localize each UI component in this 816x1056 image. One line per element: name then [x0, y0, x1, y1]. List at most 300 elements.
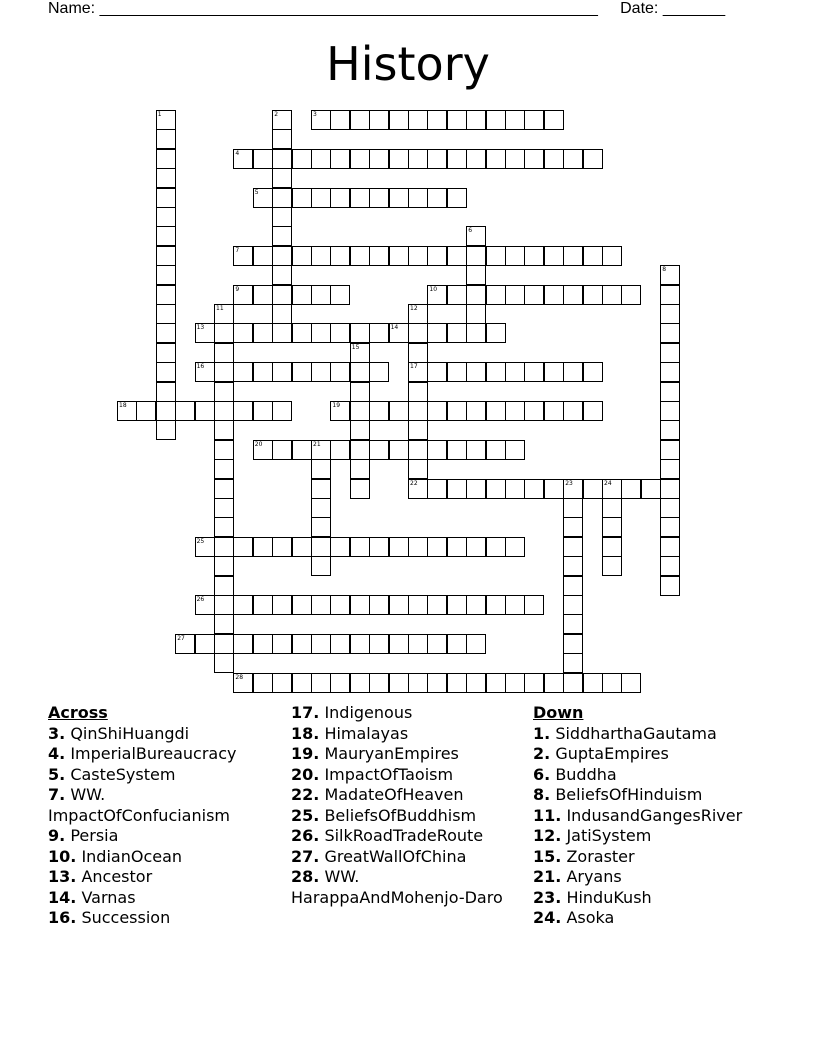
- crossword-cell[interactable]: [156, 304, 176, 324]
- crossword-cell[interactable]: [447, 188, 467, 208]
- crossword-cell[interactable]: [214, 634, 234, 654]
- crossword-cell[interactable]: [524, 362, 544, 382]
- crossword-cell[interactable]: [505, 362, 525, 382]
- crossword-cell[interactable]: [544, 110, 564, 130]
- crossword-cell[interactable]: [602, 537, 622, 557]
- crossword-cell[interactable]: [486, 246, 506, 266]
- crossword-cell[interactable]: [621, 673, 641, 693]
- crossword-cell[interactable]: [330, 149, 350, 169]
- crossword-cell[interactable]: [253, 149, 273, 169]
- crossword-cell[interactable]: [408, 343, 428, 363]
- crossword-cell[interactable]: [408, 188, 428, 208]
- crossword-cell[interactable]: [233, 149, 253, 169]
- crossword-cell[interactable]: [214, 576, 234, 596]
- crossword-cell[interactable]: [544, 673, 564, 693]
- crossword-cell[interactable]: [156, 226, 176, 246]
- crossword-cell[interactable]: [466, 226, 486, 246]
- crossword-cell[interactable]: [272, 537, 292, 557]
- crossword-cell[interactable]: [427, 188, 447, 208]
- crossword-cell[interactable]: [524, 285, 544, 305]
- crossword-cell[interactable]: [505, 246, 525, 266]
- crossword-cell[interactable]: [505, 479, 525, 499]
- crossword-cell[interactable]: [466, 634, 486, 654]
- crossword-cell[interactable]: [156, 168, 176, 188]
- crossword-cell[interactable]: [272, 265, 292, 285]
- crossword-cell[interactable]: [563, 246, 583, 266]
- crossword-cell[interactable]: [253, 246, 273, 266]
- crossword-cell[interactable]: [486, 401, 506, 421]
- crossword-cell[interactable]: [350, 634, 370, 654]
- crossword-cell[interactable]: [660, 401, 680, 421]
- crossword-cell[interactable]: [486, 440, 506, 460]
- crossword-cell[interactable]: [292, 285, 312, 305]
- crossword-cell[interactable]: [350, 440, 370, 460]
- crossword-cell[interactable]: [505, 401, 525, 421]
- crossword-cell[interactable]: [330, 595, 350, 615]
- crossword-cell[interactable]: [544, 246, 564, 266]
- crossword-cell[interactable]: [272, 168, 292, 188]
- crossword-cell[interactable]: [466, 304, 486, 324]
- crossword-cell[interactable]: [330, 188, 350, 208]
- crossword-cell[interactable]: [369, 401, 389, 421]
- crossword-cell[interactable]: [156, 323, 176, 343]
- name-blank[interactable]: ________________________________________________________: [99, 0, 598, 17]
- crossword-cell[interactable]: [408, 323, 428, 343]
- crossword-cell[interactable]: [253, 537, 273, 557]
- crossword-cell[interactable]: [660, 343, 680, 363]
- crossword-cell[interactable]: [195, 595, 215, 615]
- crossword-cell[interactable]: [524, 479, 544, 499]
- crossword-cell[interactable]: [272, 673, 292, 693]
- crossword-cell[interactable]: [156, 401, 176, 421]
- crossword-cell[interactable]: [447, 110, 467, 130]
- crossword-cell[interactable]: [311, 246, 331, 266]
- crossword-cell[interactable]: [563, 517, 583, 537]
- crossword-cell[interactable]: [292, 595, 312, 615]
- crossword-cell[interactable]: [389, 188, 409, 208]
- crossword-cell[interactable]: [350, 595, 370, 615]
- crossword-cell[interactable]: [350, 188, 370, 208]
- crossword-cell[interactable]: [214, 498, 234, 518]
- crossword-cell[interactable]: [602, 517, 622, 537]
- crossword-cell[interactable]: [233, 246, 253, 266]
- crossword-cell[interactable]: [427, 595, 447, 615]
- crossword-cell[interactable]: [195, 323, 215, 343]
- crossword-cell[interactable]: [466, 673, 486, 693]
- crossword-cell[interactable]: [408, 479, 428, 499]
- crossword-cell[interactable]: [214, 614, 234, 634]
- crossword-cell[interactable]: [156, 343, 176, 363]
- crossword-cell[interactable]: [369, 246, 389, 266]
- crossword-cell[interactable]: [311, 673, 331, 693]
- crossword-cell[interactable]: [602, 246, 622, 266]
- crossword-cell[interactable]: [583, 285, 603, 305]
- crossword-cell[interactable]: [311, 285, 331, 305]
- crossword-cell[interactable]: [660, 498, 680, 518]
- crossword-cell[interactable]: [466, 440, 486, 460]
- crossword-cell[interactable]: [233, 634, 253, 654]
- crossword-cell[interactable]: [253, 188, 273, 208]
- crossword-cell[interactable]: [621, 285, 641, 305]
- crossword-cell[interactable]: [408, 149, 428, 169]
- crossword-cell[interactable]: [621, 479, 641, 499]
- crossword-cell[interactable]: [389, 149, 409, 169]
- crossword-cell[interactable]: [563, 634, 583, 654]
- crossword-cell[interactable]: [292, 673, 312, 693]
- crossword-cell[interactable]: [389, 246, 409, 266]
- crossword-cell[interactable]: [330, 362, 350, 382]
- crossword-cell[interactable]: [544, 479, 564, 499]
- crossword-cell[interactable]: [427, 401, 447, 421]
- crossword-cell[interactable]: [486, 479, 506, 499]
- crossword-cell[interactable]: [447, 285, 467, 305]
- crossword-cell[interactable]: [292, 634, 312, 654]
- crossword-cell[interactable]: [660, 304, 680, 324]
- crossword-cell[interactable]: [389, 634, 409, 654]
- crossword-cell[interactable]: [214, 362, 234, 382]
- crossword-cell[interactable]: [466, 285, 486, 305]
- crossword-cell[interactable]: [427, 246, 447, 266]
- crossword-cell[interactable]: [486, 537, 506, 557]
- crossword-cell[interactable]: [524, 246, 544, 266]
- crossword-cell[interactable]: [447, 149, 467, 169]
- crossword-cell[interactable]: [427, 440, 447, 460]
- crossword-cell[interactable]: [583, 673, 603, 693]
- crossword-cell[interactable]: [447, 401, 467, 421]
- crossword-cell[interactable]: [272, 226, 292, 246]
- crossword-cell[interactable]: [602, 285, 622, 305]
- crossword-cell[interactable]: [563, 556, 583, 576]
- crossword-cell[interactable]: [505, 595, 525, 615]
- crossword-cell[interactable]: [524, 110, 544, 130]
- crossword-cell[interactable]: [350, 537, 370, 557]
- crossword-cell[interactable]: [350, 323, 370, 343]
- crossword-cell[interactable]: [447, 634, 467, 654]
- crossword-cell[interactable]: [292, 362, 312, 382]
- crossword-cell[interactable]: [253, 285, 273, 305]
- crossword-cell[interactable]: [563, 285, 583, 305]
- crossword-cell[interactable]: [660, 517, 680, 537]
- crossword-cell[interactable]: [253, 440, 273, 460]
- crossword-cell[interactable]: [505, 285, 525, 305]
- crossword-cell[interactable]: [214, 440, 234, 460]
- crossword-cell[interactable]: [389, 595, 409, 615]
- crossword-cell[interactable]: [350, 343, 370, 363]
- crossword-cell[interactable]: [486, 149, 506, 169]
- crossword-cell[interactable]: [427, 149, 447, 169]
- crossword-cell[interactable]: [524, 149, 544, 169]
- crossword-cell[interactable]: [408, 401, 428, 421]
- crossword-cell[interactable]: [311, 479, 331, 499]
- crossword-cell[interactable]: [311, 362, 331, 382]
- crossword-cell[interactable]: [272, 285, 292, 305]
- crossword-cell[interactable]: [156, 207, 176, 227]
- crossword-cell[interactable]: [408, 382, 428, 402]
- crossword-cell[interactable]: [156, 265, 176, 285]
- crossword-cell[interactable]: [330, 246, 350, 266]
- crossword-cell[interactable]: [563, 653, 583, 673]
- crossword-cell[interactable]: [272, 129, 292, 149]
- crossword-cell[interactable]: [350, 149, 370, 169]
- crossword-cell[interactable]: [214, 323, 234, 343]
- crossword-cell[interactable]: [486, 595, 506, 615]
- crossword-cell[interactable]: [524, 595, 544, 615]
- crossword-cell[interactable]: [292, 537, 312, 557]
- crossword-cell[interactable]: [447, 323, 467, 343]
- crossword-cell[interactable]: [389, 110, 409, 130]
- crossword-cell[interactable]: [583, 362, 603, 382]
- crossword-cell[interactable]: [272, 207, 292, 227]
- crossword-cell[interactable]: [660, 459, 680, 479]
- crossword-cell[interactable]: [486, 110, 506, 130]
- crossword-cell[interactable]: [272, 440, 292, 460]
- crossword-cell[interactable]: [214, 420, 234, 440]
- crossword-cell[interactable]: [505, 440, 525, 460]
- crossword-cell[interactable]: [369, 110, 389, 130]
- crossword-cell[interactable]: [369, 188, 389, 208]
- crossword-cell[interactable]: [156, 420, 176, 440]
- crossword-cell[interactable]: [389, 673, 409, 693]
- crossword-cell[interactable]: [311, 517, 331, 537]
- crossword-cell[interactable]: [350, 479, 370, 499]
- crossword-cell[interactable]: [136, 401, 156, 421]
- crossword-cell[interactable]: [311, 595, 331, 615]
- crossword-cell[interactable]: [330, 673, 350, 693]
- crossword-cell[interactable]: [389, 440, 409, 460]
- crossword-cell[interactable]: [156, 362, 176, 382]
- crossword-cell[interactable]: [408, 304, 428, 324]
- crossword-cell[interactable]: [660, 440, 680, 460]
- crossword-cell[interactable]: [447, 479, 467, 499]
- crossword-cell[interactable]: [233, 595, 253, 615]
- crossword-cell[interactable]: [486, 362, 506, 382]
- crossword-cell[interactable]: [214, 479, 234, 499]
- crossword-cell[interactable]: [330, 537, 350, 557]
- crossword-cell[interactable]: [660, 479, 680, 499]
- crossword-cell[interactable]: [563, 673, 583, 693]
- crossword-cell[interactable]: [486, 285, 506, 305]
- crossword-cell[interactable]: [583, 479, 603, 499]
- crossword-cell[interactable]: [563, 362, 583, 382]
- crossword-cell[interactable]: [253, 634, 273, 654]
- crossword-cell[interactable]: [330, 285, 350, 305]
- date-blank[interactable]: _______: [662, 0, 726, 17]
- crossword-cell[interactable]: [214, 343, 234, 363]
- crossword-cell[interactable]: [292, 149, 312, 169]
- crossword-cell[interactable]: [233, 401, 253, 421]
- crossword-cell[interactable]: [544, 149, 564, 169]
- crossword-cell[interactable]: [156, 188, 176, 208]
- crossword-cell[interactable]: [195, 401, 215, 421]
- crossword-cell[interactable]: [602, 673, 622, 693]
- crossword-cell[interactable]: [505, 149, 525, 169]
- crossword-cell[interactable]: [660, 285, 680, 305]
- crossword-cell[interactable]: [466, 323, 486, 343]
- crossword-cell[interactable]: [253, 323, 273, 343]
- crossword-cell[interactable]: [369, 595, 389, 615]
- crossword-cell[interactable]: [447, 537, 467, 557]
- crossword-cell[interactable]: [311, 440, 331, 460]
- crossword-cell[interactable]: [408, 110, 428, 130]
- crossword-cell[interactable]: [524, 401, 544, 421]
- crossword-cell[interactable]: [505, 673, 525, 693]
- crossword-cell[interactable]: [369, 673, 389, 693]
- crossword-cell[interactable]: [660, 537, 680, 557]
- crossword-cell[interactable]: [195, 634, 215, 654]
- crossword-cell[interactable]: [466, 401, 486, 421]
- crossword-cell[interactable]: [427, 537, 447, 557]
- crossword-cell[interactable]: [544, 285, 564, 305]
- crossword-cell[interactable]: [253, 401, 273, 421]
- crossword-cell[interactable]: [660, 420, 680, 440]
- crossword-cell[interactable]: [466, 362, 486, 382]
- crossword-cell[interactable]: [408, 362, 428, 382]
- crossword-cell[interactable]: [272, 304, 292, 324]
- crossword-cell[interactable]: [311, 323, 331, 343]
- crossword-cell[interactable]: [350, 673, 370, 693]
- crossword-cell[interactable]: [272, 401, 292, 421]
- crossword-cell[interactable]: [233, 673, 253, 693]
- crossword-cell[interactable]: [156, 149, 176, 169]
- crossword-cell[interactable]: [214, 595, 234, 615]
- crossword-cell[interactable]: [369, 440, 389, 460]
- crossword-cell[interactable]: [292, 188, 312, 208]
- crossword-cell[interactable]: [311, 537, 331, 557]
- crossword-cell[interactable]: [466, 537, 486, 557]
- crossword-cell[interactable]: [292, 440, 312, 460]
- crossword-cell[interactable]: [156, 110, 176, 130]
- crossword-cell[interactable]: [389, 323, 409, 343]
- crossword-cell[interactable]: [602, 556, 622, 576]
- crossword-cell[interactable]: [389, 537, 409, 557]
- crossword-cell[interactable]: [350, 401, 370, 421]
- crossword-cell[interactable]: [330, 440, 350, 460]
- crossword-cell[interactable]: [563, 149, 583, 169]
- crossword-cell[interactable]: [427, 323, 447, 343]
- crossword-cell[interactable]: [311, 149, 331, 169]
- crossword-cell[interactable]: [524, 673, 544, 693]
- crossword-cell[interactable]: [311, 498, 331, 518]
- crossword-cell[interactable]: [447, 362, 467, 382]
- crossword-cell[interactable]: [330, 401, 350, 421]
- crossword-cell[interactable]: [544, 362, 564, 382]
- crossword-cell[interactable]: [233, 285, 253, 305]
- crossword-cell[interactable]: [447, 246, 467, 266]
- crossword-cell[interactable]: [214, 537, 234, 557]
- crossword-cell[interactable]: [272, 595, 292, 615]
- crossword-cell[interactable]: [214, 517, 234, 537]
- crossword-cell[interactable]: [214, 556, 234, 576]
- crossword-cell[interactable]: [427, 673, 447, 693]
- crossword-cell[interactable]: [350, 420, 370, 440]
- crossword-cell[interactable]: [408, 537, 428, 557]
- crossword-cell[interactable]: [486, 673, 506, 693]
- crossword-cell[interactable]: [466, 149, 486, 169]
- crossword-cell[interactable]: [272, 362, 292, 382]
- crossword-cell[interactable]: [156, 382, 176, 402]
- crossword-cell[interactable]: [214, 382, 234, 402]
- crossword-cell[interactable]: [292, 323, 312, 343]
- crossword-cell[interactable]: [408, 459, 428, 479]
- crossword-cell[interactable]: [350, 382, 370, 402]
- crossword-cell[interactable]: [583, 149, 603, 169]
- crossword-cell[interactable]: [408, 673, 428, 693]
- crossword-cell[interactable]: [311, 110, 331, 130]
- crossword-cell[interactable]: [563, 498, 583, 518]
- crossword-cell[interactable]: [117, 401, 137, 421]
- crossword-cell[interactable]: [602, 498, 622, 518]
- crossword-cell[interactable]: [447, 440, 467, 460]
- crossword-cell[interactable]: [214, 304, 234, 324]
- crossword-cell[interactable]: [369, 323, 389, 343]
- crossword-cell[interactable]: [505, 537, 525, 557]
- crossword-cell[interactable]: [311, 188, 331, 208]
- crossword-cell[interactable]: [563, 401, 583, 421]
- crossword-cell[interactable]: [466, 265, 486, 285]
- crossword-cell[interactable]: [272, 246, 292, 266]
- crossword-cell[interactable]: [369, 149, 389, 169]
- crossword-cell[interactable]: [486, 323, 506, 343]
- crossword-cell[interactable]: [195, 362, 215, 382]
- crossword-cell[interactable]: [330, 323, 350, 343]
- crossword-cell[interactable]: [272, 188, 292, 208]
- crossword-cell[interactable]: [195, 537, 215, 557]
- crossword-cell[interactable]: [175, 634, 195, 654]
- crossword-cell[interactable]: [156, 285, 176, 305]
- crossword-cell[interactable]: [466, 595, 486, 615]
- crossword-cell[interactable]: [233, 362, 253, 382]
- crossword-cell[interactable]: [369, 634, 389, 654]
- crossword-cell[interactable]: [350, 110, 370, 130]
- crossword-cell[interactable]: [505, 110, 525, 130]
- crossword-cell[interactable]: [660, 556, 680, 576]
- crossword-cell[interactable]: [330, 110, 350, 130]
- crossword-cell[interactable]: [427, 285, 447, 305]
- crossword-cell[interactable]: [427, 362, 447, 382]
- crossword-cell[interactable]: [660, 382, 680, 402]
- crossword-cell[interactable]: [466, 246, 486, 266]
- crossword-cell[interactable]: [583, 246, 603, 266]
- crossword-cell[interactable]: [466, 479, 486, 499]
- crossword-cell[interactable]: [214, 401, 234, 421]
- crossword-cell[interactable]: [660, 576, 680, 596]
- crossword-cell[interactable]: [156, 129, 176, 149]
- crossword-cell[interactable]: [563, 537, 583, 557]
- crossword-cell[interactable]: [369, 537, 389, 557]
- crossword-cell[interactable]: [602, 479, 622, 499]
- crossword-cell[interactable]: [233, 323, 253, 343]
- crossword-cell[interactable]: [369, 362, 389, 382]
- crossword-cell[interactable]: [408, 440, 428, 460]
- crossword-cell[interactable]: [156, 246, 176, 266]
- crossword-cell[interactable]: [408, 246, 428, 266]
- crossword-cell[interactable]: [583, 401, 603, 421]
- crossword-cell[interactable]: [389, 401, 409, 421]
- crossword-cell[interactable]: [427, 634, 447, 654]
- crossword-cell[interactable]: [660, 265, 680, 285]
- crossword-cell[interactable]: [292, 246, 312, 266]
- crossword-cell[interactable]: [660, 362, 680, 382]
- crossword-cell[interactable]: [563, 614, 583, 634]
- crossword-cell[interactable]: [563, 576, 583, 596]
- crossword-cell[interactable]: [272, 634, 292, 654]
- crossword-cell[interactable]: [175, 401, 195, 421]
- crossword-cell[interactable]: [214, 653, 234, 673]
- crossword-cell[interactable]: [641, 479, 661, 499]
- crossword-cell[interactable]: [311, 556, 331, 576]
- crossword-cell[interactable]: [350, 459, 370, 479]
- crossword-cell[interactable]: [447, 673, 467, 693]
